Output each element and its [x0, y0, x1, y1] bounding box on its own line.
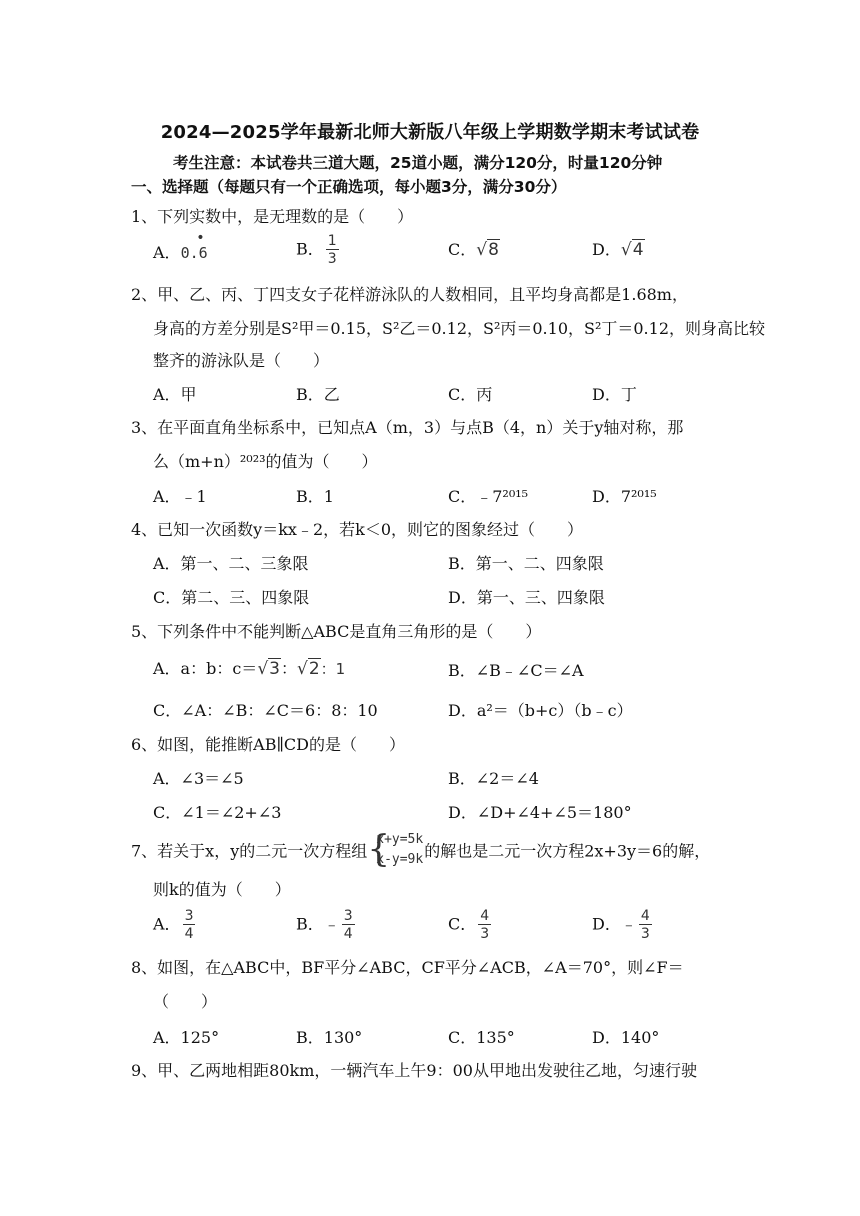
q5-option-b: B．∠B﹣∠C＝∠A: [448, 661, 584, 680]
square-root: √4: [620, 240, 644, 260]
square-root: √8: [476, 240, 499, 260]
option-label: D．﹣: [592, 914, 637, 934]
option-label: B．: [296, 239, 324, 259]
q6-stem: 6、如图，能推断AB∥CD的是（ ）: [131, 735, 405, 754]
denominator: 4: [184, 926, 194, 942]
ratio-tail: ：1: [320, 660, 346, 678]
q7-option-d: [592, 909, 654, 941]
q1-option-b: [296, 234, 341, 266]
equation-system: [368, 830, 423, 870]
square-root: √2: [297, 659, 320, 679]
q7-line2: 则k的值为（ ）: [153, 880, 291, 899]
q2-line1: 2、甲、乙、丙、丁四支女子花样游泳队的人数相同，且平均身高都是1.68m，: [131, 285, 688, 304]
q3-option-c: C．﹣7²⁰¹⁵: [448, 487, 529, 506]
fraction: [326, 234, 339, 266]
numerator: 4: [480, 908, 490, 924]
q1-option-d: [592, 237, 645, 260]
q3-option-d: D．7²⁰¹⁵: [592, 487, 657, 506]
q3-line2: 么（m+n）²⁰²³的值为（ ）: [153, 452, 378, 471]
option-label: C．: [448, 914, 477, 934]
q1-stem: 1、下列实数中，是无理数的是（ ）: [131, 207, 414, 226]
numerator: 3: [184, 908, 194, 924]
option-label: A．: [153, 914, 181, 934]
radicand: 8: [488, 240, 499, 260]
option-text: A．a：b：c＝: [153, 659, 258, 678]
q2-option-a: A．甲: [153, 385, 197, 404]
option-label: C．: [448, 240, 477, 259]
q6-option-b: B．∠2＝∠4: [448, 769, 539, 788]
option-label: D．: [592, 240, 621, 259]
decimal-value: 0.6: [180, 244, 208, 262]
denominator: 3: [640, 926, 650, 942]
q4-stem: 4、已知一次函数y＝kx﹣2，若k＜0，则它的图象经过（ ）: [131, 520, 583, 539]
fraction: [342, 909, 355, 941]
q3-line1: 3、在平面直角坐标系中，已知点A（m，3）与点B（4，n）关于y轴对称，那: [131, 418, 684, 437]
denominator: 3: [480, 926, 490, 942]
left-brace-icon: {: [367, 829, 391, 870]
denominator: 3: [327, 251, 337, 267]
fraction: [183, 909, 196, 941]
q6-option-d: D．∠D+∠4+∠5＝180°: [448, 803, 632, 822]
numerator: 3: [343, 908, 353, 924]
q8-line2: （ ）: [153, 992, 218, 1011]
q6-option-c: C．∠1＝∠2+∠3: [153, 803, 282, 822]
denominator: 4: [343, 926, 353, 942]
equation-1: x+y=5k: [376, 832, 424, 847]
q3-option-b: B．1: [296, 487, 334, 506]
q5-option-c: C．∠A：∠B：∠C＝6：8：10: [153, 701, 378, 720]
q3-option-a: A．﹣1: [153, 487, 207, 506]
square-root: √3: [257, 659, 280, 679]
q2-line3: 整齐的游泳队是（ ）: [153, 351, 330, 370]
q4-option-b: B．第一、二、四象限: [448, 554, 604, 573]
q4-option-c: C．第二、三、四象限: [153, 588, 310, 607]
q8-option-c: C．135°: [448, 1028, 515, 1047]
radicand: 3: [269, 659, 280, 679]
q7-option-b: [296, 909, 357, 941]
q4-option-d: D．第一、三、四象限: [448, 588, 605, 607]
q7-line1: [131, 830, 710, 870]
q5-option-a: [153, 656, 345, 679]
section-heading: 一、选择题（每题只有一个正确选项，每小题3分，满分30分）: [131, 178, 567, 196]
q2-option-b: B．乙: [296, 385, 340, 404]
ratio-separator: ：: [280, 659, 297, 678]
q6-option-a: A．∠3＝∠5: [153, 769, 244, 788]
q8-option-d: D．140°: [592, 1028, 660, 1047]
q1-option-c: [448, 237, 500, 260]
q9-line1: 9、甲、乙两地相距80km，一辆汽车上午9：00从甲地出发驶往乙地，匀速行驶: [131, 1061, 697, 1080]
repeating-decimal: [180, 230, 208, 262]
q4-option-a: A．第一、二、三象限: [153, 554, 309, 573]
q7-option-c: [448, 909, 493, 941]
exam-title: 2024—2025学年最新北师大新版八年级上学期数学期末考试试卷: [160, 122, 700, 143]
q7-pre-text: 7、若关于x，y的二元一次方程组: [131, 841, 368, 861]
q2-option-c: C．丙: [448, 385, 493, 404]
q8-option-a: A．125°: [153, 1028, 220, 1047]
fraction: [478, 909, 491, 941]
equation-2: x-y=9k: [376, 852, 424, 867]
exam-notice: 考生注意：本试卷共三道大题，25道小题，满分120分，时量120分钟: [173, 154, 663, 172]
radicand: 4: [632, 240, 644, 260]
q5-stem: 5、下列条件中不能判断△ABC是直角三角形的是（ ）: [131, 622, 542, 641]
option-label: B．﹣: [296, 914, 340, 934]
radicand: 2: [308, 659, 320, 679]
fraction: [639, 909, 652, 941]
q2-option-d: D．丁: [592, 385, 637, 404]
q2-line2: 身高的方差分别是S²甲＝0.15，S²乙＝0.12，S²丙＝0.10，S²丁＝0.12，则身高比较: [153, 319, 766, 338]
q7-option-a: [153, 909, 197, 941]
numerator: 1: [327, 233, 337, 249]
numerator: 4: [640, 908, 650, 924]
option-label: A．: [153, 243, 181, 262]
repeat-dot-icon: •: [196, 230, 205, 246]
q7-post-text: 的解也是二元一次方程2x+3y＝6的解，: [424, 841, 711, 861]
q8-line1: 8、如图，在△ABC中，BF平分∠ABC，CF平分∠ACB，∠A＝70°，则∠F＝: [131, 958, 684, 977]
q5-option-d: D．a²＝（b+c）（b﹣c）: [448, 701, 633, 720]
q1-option-a: [153, 230, 208, 263]
q8-option-b: B．130°: [296, 1028, 363, 1047]
